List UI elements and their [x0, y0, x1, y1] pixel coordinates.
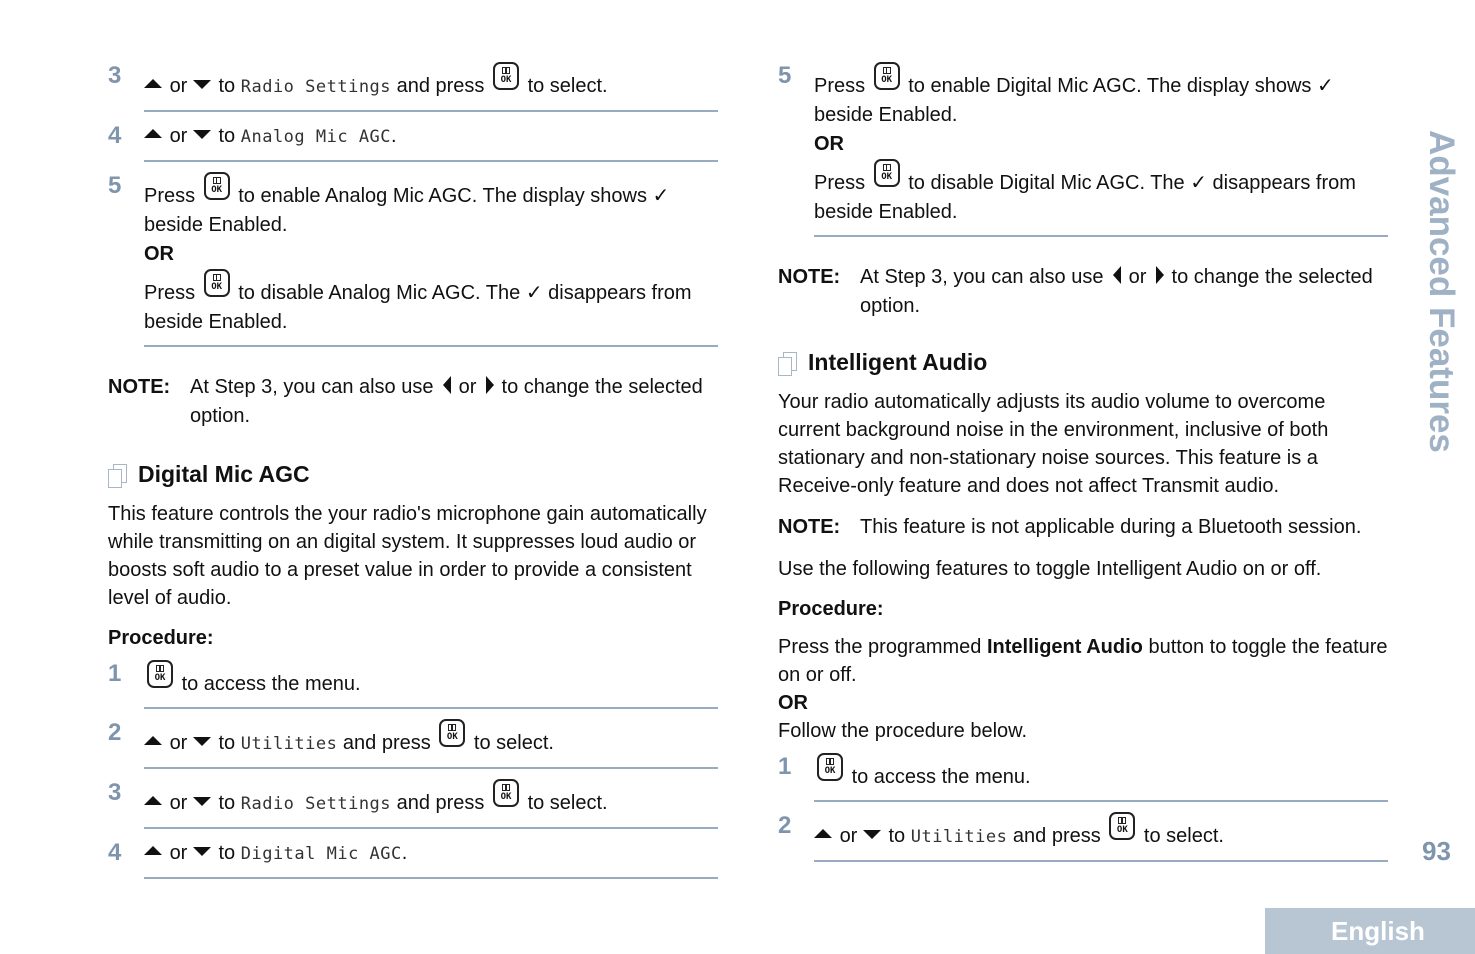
left-arrow-icon [1113, 266, 1121, 284]
up-arrow-icon [144, 736, 162, 745]
down-arrow-icon [193, 797, 211, 806]
up-arrow-icon [144, 79, 162, 88]
down-arrow-icon [193, 130, 211, 139]
ok-button-icon: OK [493, 62, 519, 90]
press-programmed-paragraph: Press the programmed Intelligent Audio button to toggle the feature on or off. [778, 636, 1388, 686]
menu-item-text: Utilities [910, 827, 1008, 847]
ok-button-icon: OK [439, 719, 465, 747]
ok-button-icon: OK [204, 172, 230, 200]
ok-button-icon: OK [817, 753, 843, 781]
document-icon [108, 464, 126, 486]
follow-procedure-text: Follow the procedure below. [778, 720, 1028, 742]
down-arrow-icon [193, 80, 211, 89]
up-arrow-icon [144, 846, 162, 855]
menu-item-text: Analog Mic AGC [240, 127, 392, 147]
right-arrow-icon [486, 376, 494, 394]
step-number: 1 [108, 660, 122, 687]
step-number: 3 [108, 62, 122, 89]
document-icon [778, 352, 796, 374]
proc-step-1: 1 OK to access the menu. [778, 749, 1388, 802]
section-heading: Intelligent Audio [778, 349, 1388, 376]
down-arrow-icon [193, 847, 211, 856]
step-3-radio-settings: 3 or to Radio Settings and press OK to select. [108, 58, 718, 112]
left-column [108, 58, 718, 879]
proc-step-3: 3 or to Radio Settings and press OK to select. [108, 775, 718, 829]
or-label: OR [778, 692, 808, 714]
note-label: NOTE: [108, 376, 171, 398]
description-paragraph: Your radio automatically adjusts its audio volume to overcome current background noise in the environment, inclusive of both stationary and non-stationary noise sources. This feature is a Receive-only feature and does not affect Transmit audio. [778, 391, 1329, 497]
note-bluetooth: NOTE: This feature is not applicable during a Bluetooth session. [778, 514, 1388, 541]
step-number: 1 [778, 753, 792, 780]
proc-step-4: 4 or to Digital Mic AGC. [108, 835, 718, 879]
language-tab: English [1265, 908, 1475, 954]
step-5-analog-enable: 5 Press OK to enable Analog Mic AGC. The display shows ✓ beside Enabled. OR Press OK to disable Analog Mic AGC. The ✓ disappears from beside Enabled. [108, 168, 718, 347]
or-label: OR [144, 243, 174, 265]
right-column [778, 58, 1388, 862]
ok-button-icon: OK [204, 269, 230, 297]
step-number: 2 [108, 719, 122, 746]
ok-button-icon: OK [493, 779, 519, 807]
step-number: 4 [108, 122, 122, 149]
down-arrow-icon [863, 830, 881, 839]
menu-item-text: Utilities [240, 734, 338, 754]
right-arrow-icon [1156, 266, 1164, 284]
proc-step-1: 1 OK to access the menu. [108, 656, 718, 709]
procedure-label: Procedure: [778, 598, 884, 620]
note-label: NOTE: [778, 516, 841, 538]
step-number: 3 [108, 779, 122, 806]
step-number: 2 [778, 812, 792, 839]
up-arrow-icon [814, 829, 832, 838]
step-4-analog-mic-agc: 4 or to Analog Mic AGC. [108, 118, 718, 162]
up-arrow-icon [144, 796, 162, 805]
description-paragraph: This feature controls the your radio's microphone gain automatically while transmitting on an digital system. It suppresses loud audio or boosts soft audio to a preset value in order to provide a consistent level of audio. [108, 503, 707, 609]
step-number: 5 [108, 172, 122, 199]
ok-button-icon: OK [147, 660, 173, 688]
ok-button-icon: OK [1109, 812, 1135, 840]
ok-button-icon: OK [874, 62, 900, 90]
note-step3: NOTE: At Step 3, you can also use or to change the selected option. [108, 373, 718, 431]
menu-item-text: Radio Settings [240, 77, 392, 97]
proc-step-2: 2 or to Utilities and press OK to select. [778, 808, 1388, 862]
down-arrow-icon [193, 737, 211, 746]
step-5-digital-enable: 5 Press OK to enable Digital Mic AGC. The display shows ✓ beside Enabled. OR Press OK to disable Digital Mic AGC. The ✓ disappears from beside Enabled. [778, 58, 1388, 237]
section-heading: Digital Mic AGC [108, 461, 718, 488]
proc-step-2: 2 or to Utilities and press OK to select. [108, 715, 718, 769]
procedure-label: Procedure: [108, 627, 214, 649]
ok-button-icon: OK [874, 159, 900, 187]
note-step3: NOTE: At Step 3, you can also use or to change the selected option. [778, 263, 1388, 321]
step-number: 5 [778, 62, 792, 89]
menu-item-text: Digital Mic AGC [240, 844, 402, 864]
note-label: NOTE: [778, 266, 841, 288]
or-label: OR [814, 133, 844, 155]
page-number: 93 [1422, 836, 1451, 866]
step-number: 4 [108, 839, 122, 866]
left-arrow-icon [443, 376, 451, 394]
up-arrow-icon [144, 129, 162, 138]
menu-item-text: Radio Settings [240, 794, 392, 814]
chapter-side-title: Advanced Features [1422, 130, 1461, 453]
toggle-paragraph: Use the following features to toggle Intelligent Audio on or off. [778, 558, 1322, 580]
